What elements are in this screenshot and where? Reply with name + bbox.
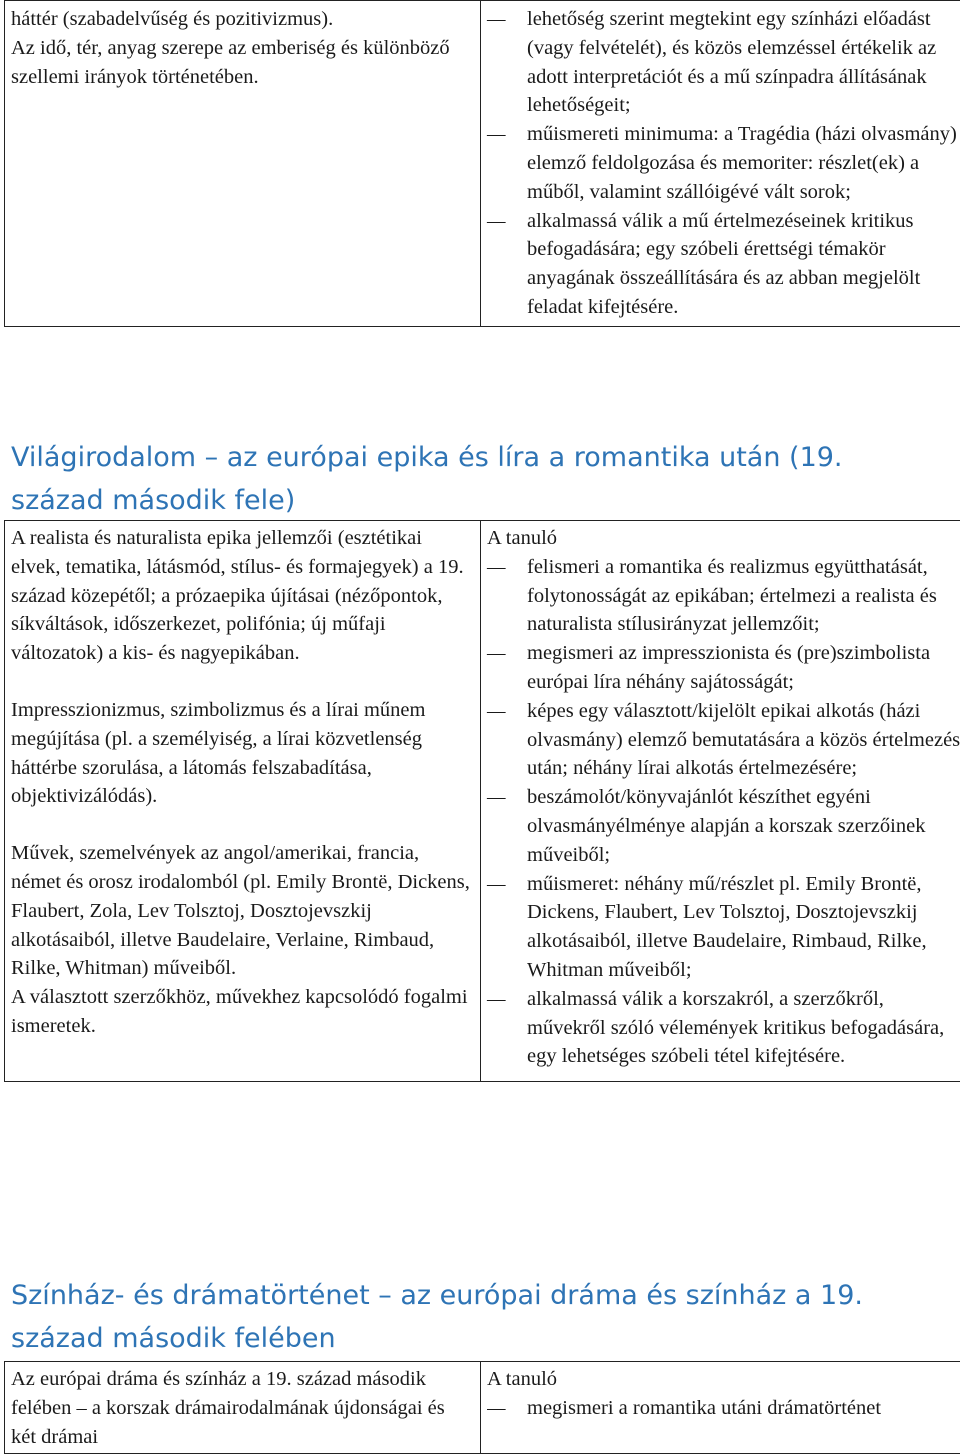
- list-item: [487, 870, 960, 985]
- content-cell: [5, 521, 481, 1082]
- list-item-text: felismeri a romantika és realizmus együtthatását, folytonosságát az epikában; értelmezi a realista és naturalista stílusirányzat jellemzőit;: [527, 556, 937, 636]
- list-item-text: műismeret: néhány mű/részlet pl. Emily Brontë, Dickens, Flaubert, Lev Tolsztoj, Dosztojevszkij alkotásaiból, illetve Baudelaire, Rimbaud, Rilke, Whitman műveiből;: [527, 873, 927, 981]
- list-item: [487, 120, 960, 206]
- list-item: [487, 207, 960, 322]
- curriculum-table-2: [4, 520, 960, 1082]
- outcome-cell: [481, 521, 960, 1082]
- table-row: [5, 1, 960, 327]
- list-item-text: műismereti minimuma: a Tragédia (házi olvasmány) elemző feldolgozása és memoriter: részlet(ek) a műből, valamint szállóigévé vált sorok;: [527, 123, 957, 203]
- outcome-cell: [481, 1, 960, 327]
- paragraph: Az idő, tér, anyag szerepe az emberiség és különböző szellemi irányok történetében.: [11, 34, 474, 92]
- paragraph: Impresszionizmus, szimbolizmus és a lírai műnem megújítása (pl. a személyiség, a lírai közvetlenség háttérbe szorulása, a látomás felszabadítása, objektivizálódás).: [11, 696, 474, 811]
- outcome-list: [487, 5, 960, 322]
- section-heading: Világirodalom – az európai epika és líra a romantika után (19. század második fele): [11, 436, 941, 522]
- list-item: [487, 985, 960, 1071]
- list-item-text: lehetőség szerint megtekint egy színházi előadást (vagy felvételét), és közös elemzéssel értékelik az adott interpretációt és a mű színpadra állításának lehetőségeit;: [527, 8, 936, 116]
- section-heading: Színház- és drámatörténet – az európai dráma és színház a 19. század második felében: [11, 1274, 941, 1360]
- cell-clip: [487, 1365, 960, 1453]
- outcome-list: [487, 553, 960, 1071]
- paragraph: A realista és naturalista epika jellemzői (esztétikai elvek, tematika, látásmód, stílus- és formajegyek) a 19. század közepétől; a prózaepika újításai (nézőpontok, síkváltások, időszerkezet, polifónia; új műfaji változatok) a kis- és nagyepikában.: [11, 524, 474, 668]
- outcome-intro: A tanuló: [487, 524, 960, 553]
- list-item: [487, 1394, 960, 1423]
- cell-clip: [11, 1365, 474, 1453]
- list-item-text: megismeri a romantika utáni drámatörténet: [527, 1397, 881, 1419]
- outcome-intro: A tanuló: [487, 1365, 960, 1394]
- content-cell: [5, 1, 481, 327]
- list-item-text: megismeri az impresszionista és (pre)szimbolista európai líra néhány sajátosságát;: [527, 642, 930, 693]
- list-item: [487, 5, 960, 120]
- list-item-text: alkalmassá válik a korszakról, a szerzőkről, művekről szóló vélemények kritikus befogadására, egy lehetséges szóbeli tétel kifejtésére.: [527, 988, 944, 1068]
- paragraph: Művek, szemelvények az angol/amerikai, francia, német és orosz irodalomból (pl. Emily Brontë, Dickens, Flaubert, Zola, Lev Tolsztoj, Dosztojevszkij alkotásaiból, illetve Baudelaire, Verlaine, Rimbaud, Rilke, Whitman) műveiből.: [11, 839, 474, 983]
- curriculum-table-3: [4, 1361, 960, 1454]
- content-cell: [5, 1362, 481, 1454]
- paragraph: A választott szerzőkhöz, művekhez kapcsolódó fogalmi ismeretek.: [11, 983, 474, 1041]
- paragraph: Az európai dráma és színház a 19. század második felében – a korszak drámairodalmának újdonságai és két drámai: [11, 1365, 474, 1451]
- table-row: [5, 1362, 960, 1454]
- outcome-cell: [481, 1362, 960, 1454]
- list-item: [487, 639, 960, 697]
- list-item: [487, 697, 960, 783]
- outcome-list: [487, 1394, 960, 1423]
- paragraph: háttér (szabadelvűség és pozitivizmus).: [11, 5, 474, 34]
- curriculum-table-1: [4, 0, 960, 327]
- table-row: [5, 521, 960, 1082]
- list-item-text: alkalmassá válik a mű értelmezéseinek kritikus befogadására; egy szóbeli érettségi témakör anyagának összeállítására és az abban megjelölt feladat kifejtésére.: [527, 210, 920, 318]
- list-item-text: beszámolót/könyvajánlót készíthet egyéni olvasmányélménye alapján a korszak szerzőinek műveiből;: [527, 786, 925, 866]
- list-item: [487, 553, 960, 639]
- list-item: [487, 783, 960, 869]
- list-item-text: képes egy választott/kijelölt epikai alkotás (házi olvasmány) elemző bemutatására a közös értelmezés után; néhány lírai alkotás értelmezésére;: [527, 700, 960, 780]
